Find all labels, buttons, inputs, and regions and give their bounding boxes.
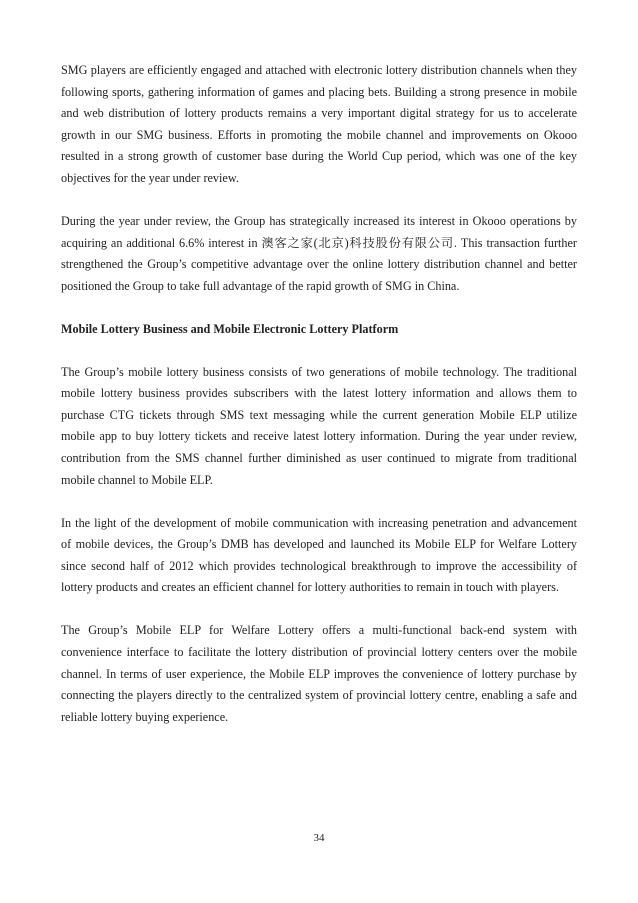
document-page [61, 60, 577, 750]
paragraph-mobile-lottery-business: The Group’s mobile lottery business consists of two generations of mobile technology. The traditional mobile lottery business provides subscribers with the latest lottery information and allows them to purchase CTG tickets through SMS text messaging while the current generation Mobile ELP utilize mobile app to buy lottery tickets and receive latest lottery information. During the year under review, contribution from the SMS channel further diminished as user continued to migrate from traditional mobile channel to Mobile ELP. [61, 364, 577, 487]
paragraph-welfare-lottery-elp: The Group’s Mobile ELP for Welfare Lottery offers a multi-functional back-end system with convenience interface to facilitate the lottery distribution of provincial lottery centers over the mobile channel. In terms of user experience, the Mobile ELP improves the convenience of lottery purchase by connecting the players directly to the centralized system of provincial lottery centre, enabling a safe and reliable lottery buying experience. [61, 623, 577, 724]
paragraph-smg-players: SMG players are efficiently engaged and attached with electronic lottery distribution channels when they following sports, gathering information of games and placing bets. Building a strong presence in mobile and web distribution of lottery products remains a very important digital strategy for us to accelerate growth in our SMG business. Efforts in promoting the mobile channel and improvements on Okooo resulted in a strong growth of customer base during the World Cup period, which was one of the key objectives for the year under review. [61, 63, 577, 185]
page-number: 34 [313, 832, 325, 844]
paragraph-okooo-interest: During the year under review, the Group has strategically increased its interest in Okooo operations by acquiring an additional 6.6% interest in 澳客之家(北京)科技股份有限公司. This transaction further strengthened the Group’s competitive advantage over the online lottery distribution channel and better positioned the Group to take full advantage of the rapid growth of SMG in China. [61, 213, 577, 293]
section-heading: Mobile Lottery Business and Mobile Electronic Lottery Platform [61, 321, 399, 336]
paragraph-mobile-communication: In the light of the development of mobile communication with increasing penetration and advancement of mobile devices, the Group’s DMB has developed and launched its Mobile ELP for Welfare Lottery since second half of 2012 which provides technological breakthrough to improve the accessibility of lottery products and creates an efficient channel for lottery authorities to remain in touch with players. [61, 515, 577, 595]
